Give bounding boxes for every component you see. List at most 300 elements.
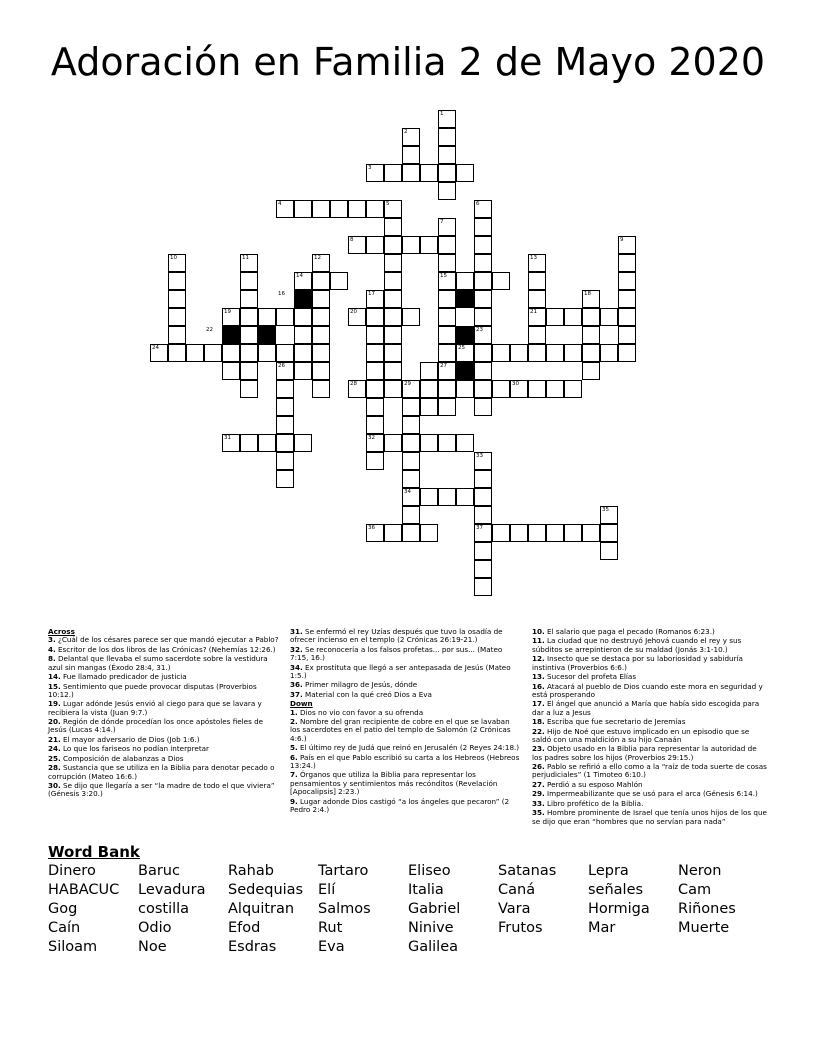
grid-cell[interactable]	[240, 272, 258, 290]
grid-cell[interactable]	[312, 290, 330, 308]
clue-number: 35	[602, 507, 609, 513]
clue-text: Sucesor del profeta Elías	[544, 672, 637, 682]
grid-cell[interactable]	[474, 272, 492, 290]
grid-cell[interactable]	[510, 344, 528, 362]
grid-cell[interactable]	[384, 308, 402, 326]
clues-column-3	[532, 628, 768, 827]
clue	[290, 798, 522, 815]
grid-cell[interactable]	[384, 434, 402, 452]
word-bank-item: Lepra	[588, 863, 629, 879]
grid-cell[interactable]	[168, 290, 186, 308]
clue-number-label: 33.	[532, 798, 545, 808]
word-bank-item: Satanas	[498, 863, 557, 879]
grid-cell[interactable]	[438, 182, 456, 200]
clue	[48, 718, 280, 735]
grid-cell[interactable]	[276, 452, 294, 470]
clue-number: 21	[530, 309, 537, 315]
grid-cell[interactable]	[420, 434, 438, 452]
grid-cell[interactable]	[384, 344, 402, 362]
clue-number: 6	[476, 201, 480, 207]
grid-cell[interactable]	[168, 272, 186, 290]
clue-number: 16	[278, 291, 285, 297]
grid-cell[interactable]	[438, 146, 456, 164]
grid-cell[interactable]	[546, 344, 564, 362]
grid-cell[interactable]	[474, 470, 492, 488]
clue-number: 14	[296, 273, 303, 279]
clue-text: Sentimiento que puede provocar disputas (Proverbios 10:12.)	[48, 681, 257, 699]
clue-text: El salario que paga el pecado (Romanos 6:23.)	[544, 627, 715, 636]
clue-number-label: 28.	[48, 763, 61, 773]
grid-cell[interactable]	[312, 200, 330, 218]
grid-cell[interactable]	[582, 326, 600, 344]
clue	[290, 754, 522, 771]
grid-cell[interactable]	[474, 560, 492, 578]
clue-number: 26	[278, 363, 285, 369]
grid-cell[interactable]	[546, 380, 564, 398]
clue	[532, 637, 768, 654]
grid-cell[interactable]	[222, 344, 240, 362]
grid-cell[interactable]	[294, 200, 312, 218]
grid-cell[interactable]	[438, 398, 456, 416]
grid-cell[interactable]	[402, 308, 420, 326]
black-square	[456, 290, 474, 308]
grid-cell[interactable]	[384, 362, 402, 380]
clue-text: Lugar adónde Jesús envió al ciego para que se lavara y recibiera la vista (Juan 9:7.)	[48, 699, 262, 717]
grid-cell[interactable]	[222, 362, 240, 380]
grid-cell[interactable]	[276, 398, 294, 416]
grid-cell[interactable]	[600, 308, 618, 326]
grid-cell[interactable]	[618, 344, 636, 362]
grid-cell[interactable]	[258, 308, 276, 326]
clue	[48, 646, 280, 654]
grid-cell[interactable]	[438, 344, 456, 362]
grid-cell[interactable]	[276, 308, 294, 326]
clue	[532, 728, 768, 745]
grid-cell[interactable]	[510, 524, 528, 542]
grid-cell[interactable]	[600, 542, 618, 560]
word-bank-item: Eliseo	[408, 863, 451, 879]
across-header: Across	[48, 627, 75, 636]
clue-text: País en el que Pablo escribió su carta a los Hebreos (Hebreos 13:24.)	[290, 752, 520, 770]
clue	[290, 709, 522, 717]
grid-cell[interactable]	[492, 272, 510, 290]
clue-text: El mayor adversario de Dios (Job 1:6.)	[60, 734, 200, 744]
grid-cell[interactable]	[276, 416, 294, 434]
grid-cell[interactable]	[474, 308, 492, 326]
grid-cell[interactable]	[492, 524, 510, 542]
clue-text: Hijo de Noé que estuvo implicado en un episodio que se saldó con una maldición a su hijo Canaán	[532, 726, 750, 744]
grid-cell[interactable]	[402, 452, 420, 470]
clue-number: 18	[584, 291, 591, 297]
grid-cell[interactable]	[366, 362, 384, 380]
grid-cell[interactable]	[474, 578, 492, 596]
grid-cell[interactable]	[384, 380, 402, 398]
word-bank-item: Mar	[588, 920, 616, 936]
grid-cell[interactable]	[276, 434, 294, 452]
clue-number-label: 5.	[290, 743, 298, 753]
grid-cell[interactable]	[564, 344, 582, 362]
grid-cell[interactable]	[168, 344, 186, 362]
grid-cell[interactable]	[168, 326, 186, 344]
clue-number: 32	[368, 435, 375, 441]
grid-cell[interactable]	[312, 380, 330, 398]
grid-cell[interactable]	[312, 344, 330, 362]
grid-cell[interactable]	[582, 362, 600, 380]
grid-cell[interactable]	[384, 218, 402, 236]
grid-cell[interactable]	[240, 344, 258, 362]
clue	[48, 673, 280, 681]
grid-cell[interactable]	[312, 362, 330, 380]
grid-cell[interactable]	[474, 218, 492, 236]
clue	[290, 744, 522, 752]
grid-cell[interactable]	[420, 362, 438, 380]
word-bank-item: Alquitran	[228, 901, 295, 917]
grid-cell[interactable]	[474, 254, 492, 272]
grid-cell[interactable]	[168, 308, 186, 326]
grid-cell[interactable]	[438, 380, 456, 398]
grid-cell[interactable]	[456, 164, 474, 182]
black-square	[258, 326, 276, 344]
grid-cell[interactable]	[438, 290, 456, 308]
grid-cell[interactable]	[438, 308, 456, 326]
clue-number-label: 29.	[532, 789, 545, 799]
grid-cell[interactable]	[294, 308, 312, 326]
word-bank-item: Neron	[678, 863, 722, 879]
grid-cell[interactable]	[528, 290, 546, 308]
clue-text: Lo que los fariseos no podían interpretar	[60, 744, 210, 754]
grid-cell[interactable]	[384, 254, 402, 272]
grid-cell[interactable]	[420, 164, 438, 182]
word-bank-item: Elí	[318, 882, 336, 898]
down-header: Down	[290, 699, 313, 709]
clue	[532, 763, 768, 780]
grid-cell[interactable]	[276, 380, 294, 398]
word-bank-item: Esdras	[228, 939, 277, 955]
clue-number: 11	[242, 255, 249, 261]
grid-cell[interactable]	[258, 434, 276, 452]
clue-text: Pablo se refirió a ello como a la “raíz de toda suerte de cosas perjudiciales” (1 Timoteo 6:10.)	[532, 762, 767, 780]
clues-column-1	[48, 628, 280, 800]
grid-cell[interactable]	[438, 128, 456, 146]
word-bank-item: Gabriel	[408, 901, 461, 917]
grid-cell[interactable]	[294, 326, 312, 344]
grid-cell[interactable]	[492, 344, 510, 362]
clue-number-label: 24.	[48, 744, 61, 754]
clue-number: 36	[368, 525, 375, 531]
clue-text: Hombre prominente de Israel que tenía unos hijos de los que se dijo que eran “hombres que no servían para nada”	[532, 808, 767, 826]
clue-number: 33	[476, 453, 483, 459]
grid-cell[interactable]	[366, 236, 384, 254]
grid-cell[interactable]	[366, 308, 384, 326]
grid-cell[interactable]	[330, 200, 348, 218]
clue-number: 13	[530, 255, 537, 261]
clue-number-label: 37.	[290, 689, 303, 699]
clue-number-label: 13.	[532, 672, 545, 682]
clue-text: Ex prostituta que llegó a ser antepasada de Jesús (Mateo 1:5.)	[290, 662, 511, 680]
word-bank-item: Efod	[228, 920, 261, 936]
word-bank-item: Cam	[678, 882, 712, 898]
word-bank-item: Rut	[318, 920, 343, 936]
word-bank-item: Tartaro	[318, 863, 369, 879]
clue-number-label: 9.	[290, 796, 298, 806]
grid-cell[interactable]	[276, 344, 294, 362]
word-bank-item: Caná	[498, 882, 536, 898]
clue	[532, 809, 768, 826]
clue-number: 28	[350, 381, 357, 387]
grid-cell[interactable]	[564, 524, 582, 542]
grid-cell[interactable]	[438, 326, 456, 344]
black-square	[456, 326, 474, 344]
clue-text: ¿Cuál de los césares parece ser que mandó ejecutar a Pablo?	[55, 635, 279, 645]
clue-number-label: 3.	[48, 635, 56, 645]
clue	[48, 636, 280, 644]
grid-cell[interactable]	[402, 164, 420, 182]
grid-cell[interactable]	[600, 524, 618, 542]
clue-text: Primer milagro de Jesús, dónde	[302, 680, 418, 690]
clue	[532, 628, 768, 636]
clue	[290, 771, 522, 796]
clue-number-label: 1.	[290, 707, 298, 717]
grid-cell[interactable]	[294, 362, 312, 380]
grid-cell[interactable]	[384, 164, 402, 182]
clue	[48, 655, 280, 672]
grid-cell[interactable]	[384, 290, 402, 308]
grid-cell[interactable]	[474, 362, 492, 380]
word-bank-item: costilla	[138, 901, 190, 917]
grid-cell[interactable]	[186, 344, 204, 362]
clue-number: 24	[152, 345, 159, 351]
clue-text: Se enfermó el rey Uzías después que tuvo la osadía de ofrecer incienso en el templo (2 Crónicas 26:19-21.)	[290, 627, 503, 645]
clue-text: Escritor de los dos libros de las Crónicas? (Nehemías 12:26.)	[55, 644, 276, 654]
word-bank-item: Odio	[138, 920, 172, 936]
clue	[532, 718, 768, 726]
clue-number-label: 18.	[532, 717, 545, 727]
grid-cell[interactable]	[474, 488, 492, 506]
grid-cell[interactable]	[384, 272, 402, 290]
grid-cell[interactable]	[618, 272, 636, 290]
grid-cell[interactable]	[276, 470, 294, 488]
clue-text: Nombre del gran recipiente de cobre en el que se lavaban los sacerdotes en el patio del templo de Salomón (2 Crónicas 4:6.)	[290, 717, 511, 743]
clue-number-label: 26.	[532, 762, 545, 772]
grid-cell[interactable]	[240, 434, 258, 452]
clue	[290, 718, 522, 743]
grid-cell[interactable]	[240, 362, 258, 380]
grid-cell[interactable]	[258, 344, 276, 362]
clue-number-label: 23.	[532, 744, 545, 754]
clue-text: Dios no vio con favor a su ofrenda	[297, 707, 424, 717]
grid-cell[interactable]	[366, 200, 384, 218]
grid-cell[interactable]	[366, 344, 384, 362]
word-bank-item: Frutos	[498, 920, 543, 936]
clue-number: 29	[404, 381, 411, 387]
clue-text: Perdió a su esposo Mahlón	[544, 779, 643, 789]
clue-text: Lugar adonde Dios castigó “a los ángeles que pecaron” (2 Pedro 2:4.)	[290, 796, 510, 814]
grid-cell[interactable]	[492, 380, 510, 398]
grid-cell[interactable]	[402, 470, 420, 488]
grid-cell[interactable]	[528, 272, 546, 290]
grid-cell[interactable]	[420, 398, 438, 416]
clue-number: 4	[278, 201, 282, 207]
clue-text: Sustancia que se utiliza en la Biblia para denotar pecado o corrupción (Mateo 16:6.)	[48, 763, 275, 781]
clue-number: 34	[404, 489, 411, 495]
word-bank-item: Levadura	[138, 882, 206, 898]
clue	[290, 681, 522, 689]
clue	[532, 683, 768, 700]
grid-cell[interactable]	[528, 380, 546, 398]
clue-text: Fue llamado predicador de justicia	[60, 672, 187, 682]
clue	[48, 745, 280, 753]
grid-cell[interactable]	[420, 380, 438, 398]
grid-cell[interactable]	[240, 308, 258, 326]
clue-number: 17	[368, 291, 375, 297]
clue-number-label: 31.	[290, 627, 303, 636]
clue-text: El ángel que anunció a María que había sido escogida para dar a luz a Jesus	[532, 699, 760, 717]
word-bank-item: Hormiga	[588, 901, 650, 917]
grid-cell[interactable]	[366, 398, 384, 416]
grid-cell[interactable]	[528, 344, 546, 362]
grid-cell[interactable]	[348, 200, 366, 218]
clue-text: Escriba que fue secretario de Jeremías	[544, 717, 686, 727]
grid-cell[interactable]	[366, 326, 384, 344]
clue-number-label: 16.	[532, 681, 545, 691]
grid-cell[interactable]	[402, 416, 420, 434]
grid-cell[interactable]	[402, 434, 420, 452]
grid-cell[interactable]	[384, 326, 402, 344]
clue-number-label: 20.	[48, 717, 61, 727]
grid-cell[interactable]	[546, 308, 564, 326]
grid-cell[interactable]	[474, 506, 492, 524]
clue-number-label: 2.	[290, 717, 298, 727]
grid-cell[interactable]	[438, 236, 456, 254]
grid-cell[interactable]	[402, 236, 420, 254]
clue-text: Libro profético de la Biblia.	[544, 798, 644, 808]
grid-cell[interactable]	[294, 344, 312, 362]
grid-cell[interactable]	[582, 308, 600, 326]
clue	[532, 673, 768, 681]
clues-column-2	[290, 628, 522, 815]
grid-cell[interactable]	[474, 398, 492, 416]
clue-number: 2	[404, 129, 408, 135]
grid-cell[interactable]	[402, 146, 420, 164]
grid-cell[interactable]	[384, 524, 402, 542]
clue-number-label: 12.	[532, 654, 545, 664]
clue-number: 10	[170, 255, 177, 261]
grid-cell[interactable]	[474, 290, 492, 308]
grid-cell[interactable]	[438, 488, 456, 506]
grid-cell[interactable]	[438, 434, 456, 452]
clue	[48, 782, 280, 799]
page-title: Adoración en Familia 2 de Mayo 2020	[50, 40, 766, 84]
clue-number: 37	[476, 525, 483, 531]
grid-cell[interactable]	[366, 416, 384, 434]
grid-cell[interactable]	[456, 434, 474, 452]
grid-cell[interactable]	[528, 326, 546, 344]
grid-cell[interactable]	[528, 524, 546, 542]
word-bank-item: Italia	[408, 882, 444, 898]
clue-number: 25	[458, 345, 465, 351]
grid-cell[interactable]	[618, 326, 636, 344]
clue-number-label: 17.	[532, 699, 545, 709]
clue-text: El último rey de Judá que reinó en Jerusalén (2 Reyes 24:18.)	[297, 743, 520, 753]
grid-cell[interactable]	[438, 164, 456, 182]
black-square	[294, 290, 312, 308]
grid-cell[interactable]	[456, 488, 474, 506]
clue-number: 1	[440, 111, 444, 117]
grid-cell[interactable]	[420, 524, 438, 542]
grid-cell[interactable]	[456, 272, 474, 290]
clue-number-label: 10.	[532, 627, 545, 636]
clue-text: Composición de alabanzas a Dios	[60, 753, 184, 763]
grid-cell[interactable]	[564, 308, 582, 326]
grid-cell[interactable]	[204, 344, 222, 362]
word-bank-item: Galilea	[408, 939, 459, 955]
clue-number: 12	[314, 255, 321, 261]
clue	[48, 683, 280, 700]
clue-number-label: 27.	[532, 779, 545, 789]
grid-cell[interactable]	[420, 236, 438, 254]
grid-cell[interactable]	[240, 326, 258, 344]
grid-cell[interactable]	[618, 254, 636, 272]
grid-cell[interactable]	[438, 254, 456, 272]
clue-number-label: 4.	[48, 644, 56, 654]
clue-number-label: 35.	[532, 808, 545, 818]
grid-cell[interactable]	[420, 488, 438, 506]
grid-cell[interactable]	[402, 506, 420, 524]
grid-cell[interactable]	[240, 380, 258, 398]
clue-text: Impermeabilizante que se usó para el arca (Génesis 6:14.)	[544, 789, 758, 799]
grid-cell[interactable]	[402, 524, 420, 542]
clue-number: 23	[476, 327, 483, 333]
word-bank-item: Salmos	[318, 901, 371, 917]
word-bank-item: señales	[588, 882, 644, 898]
grid-cell[interactable]	[474, 344, 492, 362]
grid-cell[interactable]	[366, 380, 384, 398]
word-bank-item: Muerte	[678, 920, 730, 936]
grid-cell[interactable]	[366, 452, 384, 470]
grid-cell[interactable]	[384, 236, 402, 254]
grid-cell[interactable]	[402, 398, 420, 416]
clue	[290, 628, 522, 645]
clue-number-label: 15.	[48, 681, 61, 691]
grid-cell[interactable]	[474, 236, 492, 254]
grid-cell[interactable]	[474, 542, 492, 560]
clue-number-label: 19.	[48, 699, 61, 709]
grid-cell[interactable]	[240, 290, 258, 308]
grid-cell[interactable]	[618, 290, 636, 308]
grid-cell[interactable]	[330, 272, 348, 290]
grid-cell[interactable]	[618, 308, 636, 326]
grid-cell[interactable]	[294, 434, 312, 452]
clue-number-label: 36.	[290, 680, 303, 690]
grid-cell[interactable]	[474, 380, 492, 398]
grid-cell[interactable]	[456, 380, 474, 398]
clue-number: 19	[224, 309, 231, 315]
grid-cell[interactable]	[564, 380, 582, 398]
grid-cell[interactable]	[600, 344, 618, 362]
grid-cell[interactable]	[312, 272, 330, 290]
clue	[532, 745, 768, 762]
grid-cell[interactable]	[582, 524, 600, 542]
clue	[48, 755, 280, 763]
grid-cell[interactable]	[546, 524, 564, 542]
grid-cell[interactable]	[582, 344, 600, 362]
clue-number: 31	[224, 435, 231, 441]
grid-cell[interactable]	[312, 308, 330, 326]
clue-number-label: 7.	[290, 770, 298, 780]
clue-number-label: 22.	[532, 726, 545, 736]
clue-text: Se dijo que llegaría a ser “la madre de todo el que viviera” (Génesis 3:20.)	[48, 781, 275, 799]
grid-cell[interactable]	[312, 326, 330, 344]
